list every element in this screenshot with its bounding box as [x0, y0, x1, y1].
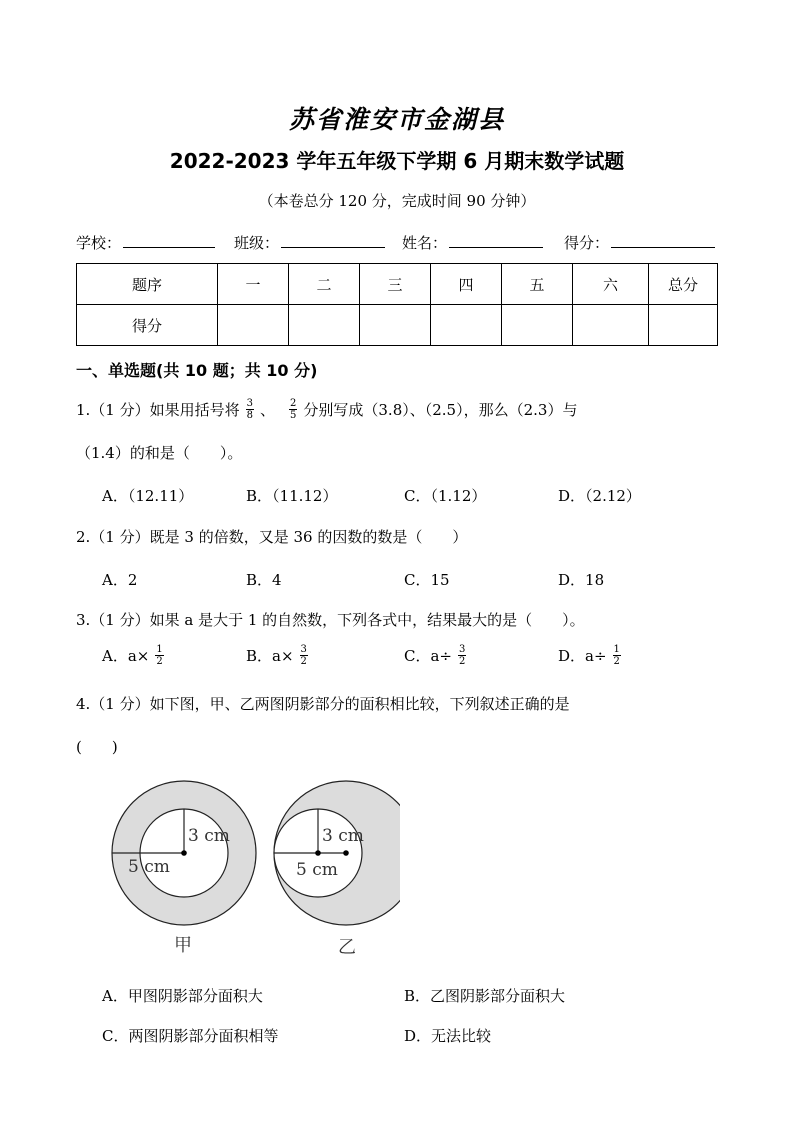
inner-radius-label: 3 cm: [322, 826, 364, 846]
table-cell: 一: [218, 264, 289, 305]
table-cell: 五: [502, 264, 573, 305]
option-a[interactable]: A．甲图阴影部分面积大: [102, 987, 263, 1005]
table-cell-empty[interactable]: [649, 305, 718, 346]
q1-prefix: 1.（1 分）如果用括号将: [76, 401, 240, 419]
outer-radius-label: 5 cm: [296, 860, 338, 880]
fraction: [300, 644, 308, 667]
table-cell: 二: [289, 264, 360, 305]
question-3: 3.（1 分）如果 a 是大于 1 的自然数，下列各式中，结果最大的是（ ）。: [76, 611, 585, 629]
fraction: [289, 398, 297, 421]
caption-yi: 乙: [338, 937, 356, 958]
score-table: [76, 263, 718, 346]
option-b[interactable]: B．（11.12）: [246, 487, 338, 505]
option-c-label: C．a÷: [404, 647, 452, 665]
q1-separator: 、: [260, 401, 276, 419]
section-title: 一、单选题(共 10 题；共 10 分): [76, 361, 318, 380]
school-field: [76, 232, 215, 253]
option-b[interactable]: [246, 644, 314, 667]
fraction-denominator: 8: [246, 410, 253, 421]
score-table-score-row: [77, 305, 718, 346]
fraction-denominator: 2: [300, 656, 307, 667]
circles-figure: [100, 775, 400, 965]
outer-radius-label: 5 cm: [128, 857, 170, 877]
caption-jia: 甲: [174, 935, 192, 956]
table-cell-empty[interactable]: [502, 305, 573, 346]
table-cell: 六: [573, 264, 649, 305]
table-cell-empty[interactable]: [218, 305, 289, 346]
table-cell: 题序: [77, 264, 218, 305]
option-c[interactable]: C．（1.12）: [404, 487, 487, 505]
fraction-denominator: 2: [459, 656, 466, 667]
fraction: [246, 398, 254, 421]
fraction-numerator: 3: [459, 644, 466, 655]
table-cell-empty[interactable]: [431, 305, 502, 346]
fraction-numerator: 3: [300, 644, 307, 655]
score-label: 得分：: [564, 234, 610, 252]
option-d[interactable]: D．（2.12）: [558, 487, 641, 505]
table-cell-empty[interactable]: [573, 305, 649, 346]
outer-center-dot: [343, 850, 349, 856]
q1-suffix: 分别写成（3.8）、（2.5），那么（2.3）与: [303, 401, 578, 419]
option-c[interactable]: [404, 644, 472, 667]
option-d[interactable]: D．无法比较: [404, 1027, 492, 1045]
fraction-numerator: 1: [156, 644, 163, 655]
option-d[interactable]: [558, 644, 627, 667]
fraction-denominator: 5: [290, 410, 297, 421]
school-label: 学校：: [76, 234, 122, 252]
fraction-denominator: 2: [613, 656, 620, 667]
fraction: [458, 644, 466, 667]
subtitle: （本卷总分 120 分，完成时间 90 分钟）: [258, 192, 536, 210]
table-cell: 总分: [649, 264, 718, 305]
score-field: [564, 232, 715, 253]
option-b[interactable]: B．4: [246, 571, 282, 589]
fraction-numerator: 1: [613, 644, 620, 655]
figure-yi: [274, 781, 400, 958]
class-blank: [281, 233, 385, 248]
score-table-header-row: [77, 264, 718, 305]
score-blank: [611, 233, 715, 248]
title-line1: 苏省淮安市金湖县: [288, 105, 505, 134]
table-cell: 得分: [77, 305, 218, 346]
inner-center-dot: [315, 850, 321, 856]
option-c[interactable]: C．15: [404, 571, 450, 589]
q1-line2: （1.4）的和是（ ）。: [76, 444, 243, 462]
name-field: [402, 232, 543, 253]
option-a[interactable]: [102, 644, 170, 667]
fraction-numerator: 3: [246, 398, 253, 409]
inner-radius-label: 3 cm: [188, 826, 230, 846]
table-cell: 四: [431, 264, 502, 305]
option-c[interactable]: C．两图阴影部分面积相等: [102, 1027, 279, 1045]
question-2: 2.（1 分）既是 3 的倍数，又是 36 的因数的数是（ ）: [76, 528, 468, 546]
question-1: [76, 398, 577, 421]
option-a[interactable]: A．（12.11）: [102, 487, 194, 505]
class-field: [234, 232, 385, 253]
name-label: 姓名：: [402, 234, 448, 252]
fraction: [613, 644, 621, 667]
fraction-numerator: 2: [290, 398, 297, 409]
option-a[interactable]: A．2: [102, 571, 138, 589]
option-d-label: D．a÷: [558, 647, 607, 665]
question-4: 4.（1 分）如下图，甲、乙两图阴影部分的面积相比较，下列叙述正确的是: [76, 695, 570, 713]
fraction: [155, 644, 163, 667]
option-a-label: A．a×: [102, 647, 150, 665]
fraction-denominator: 2: [156, 656, 163, 667]
table-cell: 三: [360, 264, 431, 305]
center-dot: [181, 850, 187, 856]
table-cell-empty[interactable]: [289, 305, 360, 346]
figure-jia: [112, 781, 256, 956]
name-blank: [449, 233, 543, 248]
option-b-label: B．a×: [246, 647, 294, 665]
school-blank: [123, 233, 215, 248]
q4-line2: ( ): [76, 738, 118, 756]
table-cell-empty[interactable]: [360, 305, 431, 346]
option-d[interactable]: D．18: [558, 571, 605, 589]
title-line2: 2022-2023 学年五年级下学期 6 月期末数学试题: [169, 149, 625, 173]
class-label: 班级：: [234, 234, 280, 252]
option-b[interactable]: B．乙图阴影部分面积大: [404, 987, 566, 1005]
